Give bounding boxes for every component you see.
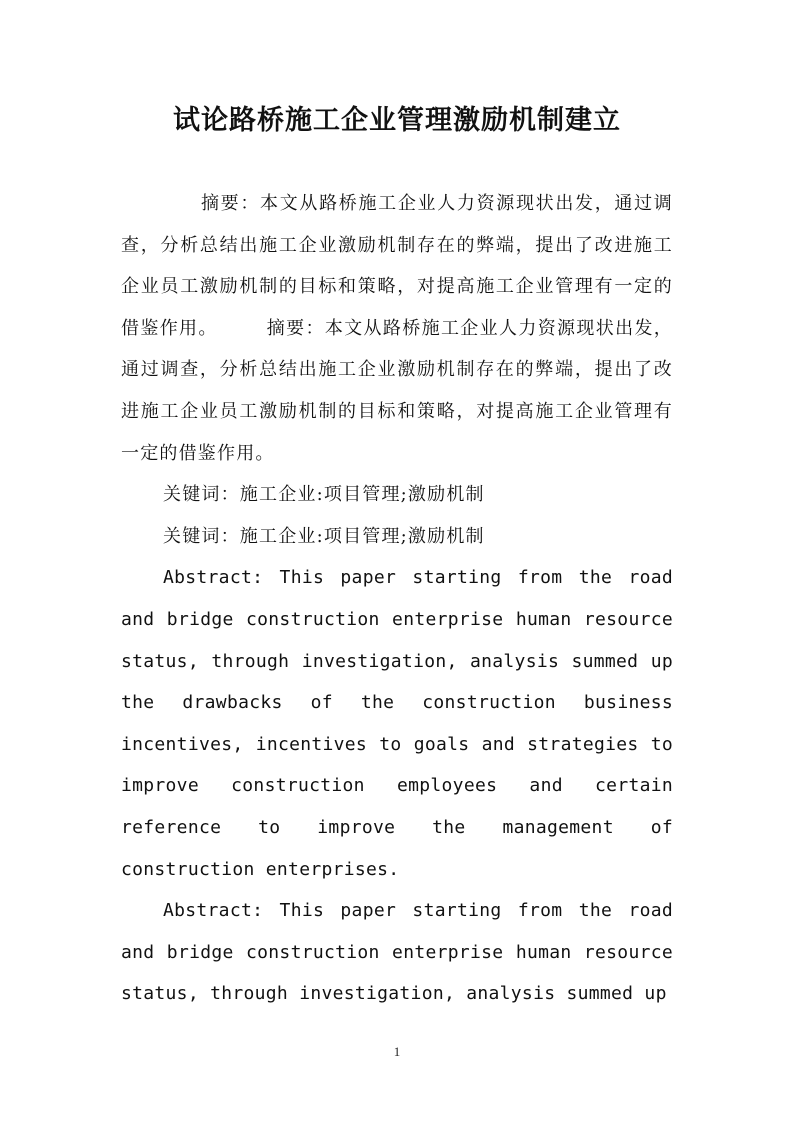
page-number: 1 (393, 1044, 401, 1059)
abstract-chinese: 摘要：本文从路桥施工企业人力资源现状出发，通过调查，分析总结出施工企业激励机制存在的弊端，提出了改进施工企业员工激励机制的目标和策略，对提高施工企业管理有一定的借鉴作用。 摘要：本文从路桥施工企业人力资源现状出发，通过调查，分析总结出施工企业激励机制存在的弊端，提出了改进施工企业员工激励机制的目标和策略，对提高施工企业管理有一定的借鉴作用。 (121, 193, 673, 464)
abstract-english: Abstract: This paper starting from the road and bridge construction enterprise human resource status, through investigation, analysis summed up (121, 900, 673, 1005)
keywords-line: 关键词：施工企业:项目管理;激励机制 (163, 525, 485, 547)
keywords-line: 关键词：施工企业:项目管理;激励机制 (163, 484, 485, 506)
abstract-english: Abstract: This paper starting from the road and bridge construction enterprise human resource status, through investigation, analysis summed up the drawbacks of the construction business incentives, incentives to goals and strategies to improve construction employees and certain reference to improve the management of construction enterprises. (121, 567, 673, 880)
document-body (121, 183, 673, 1015)
document-title: 试论路桥施工企业管理激励机制建立 (173, 105, 621, 136)
